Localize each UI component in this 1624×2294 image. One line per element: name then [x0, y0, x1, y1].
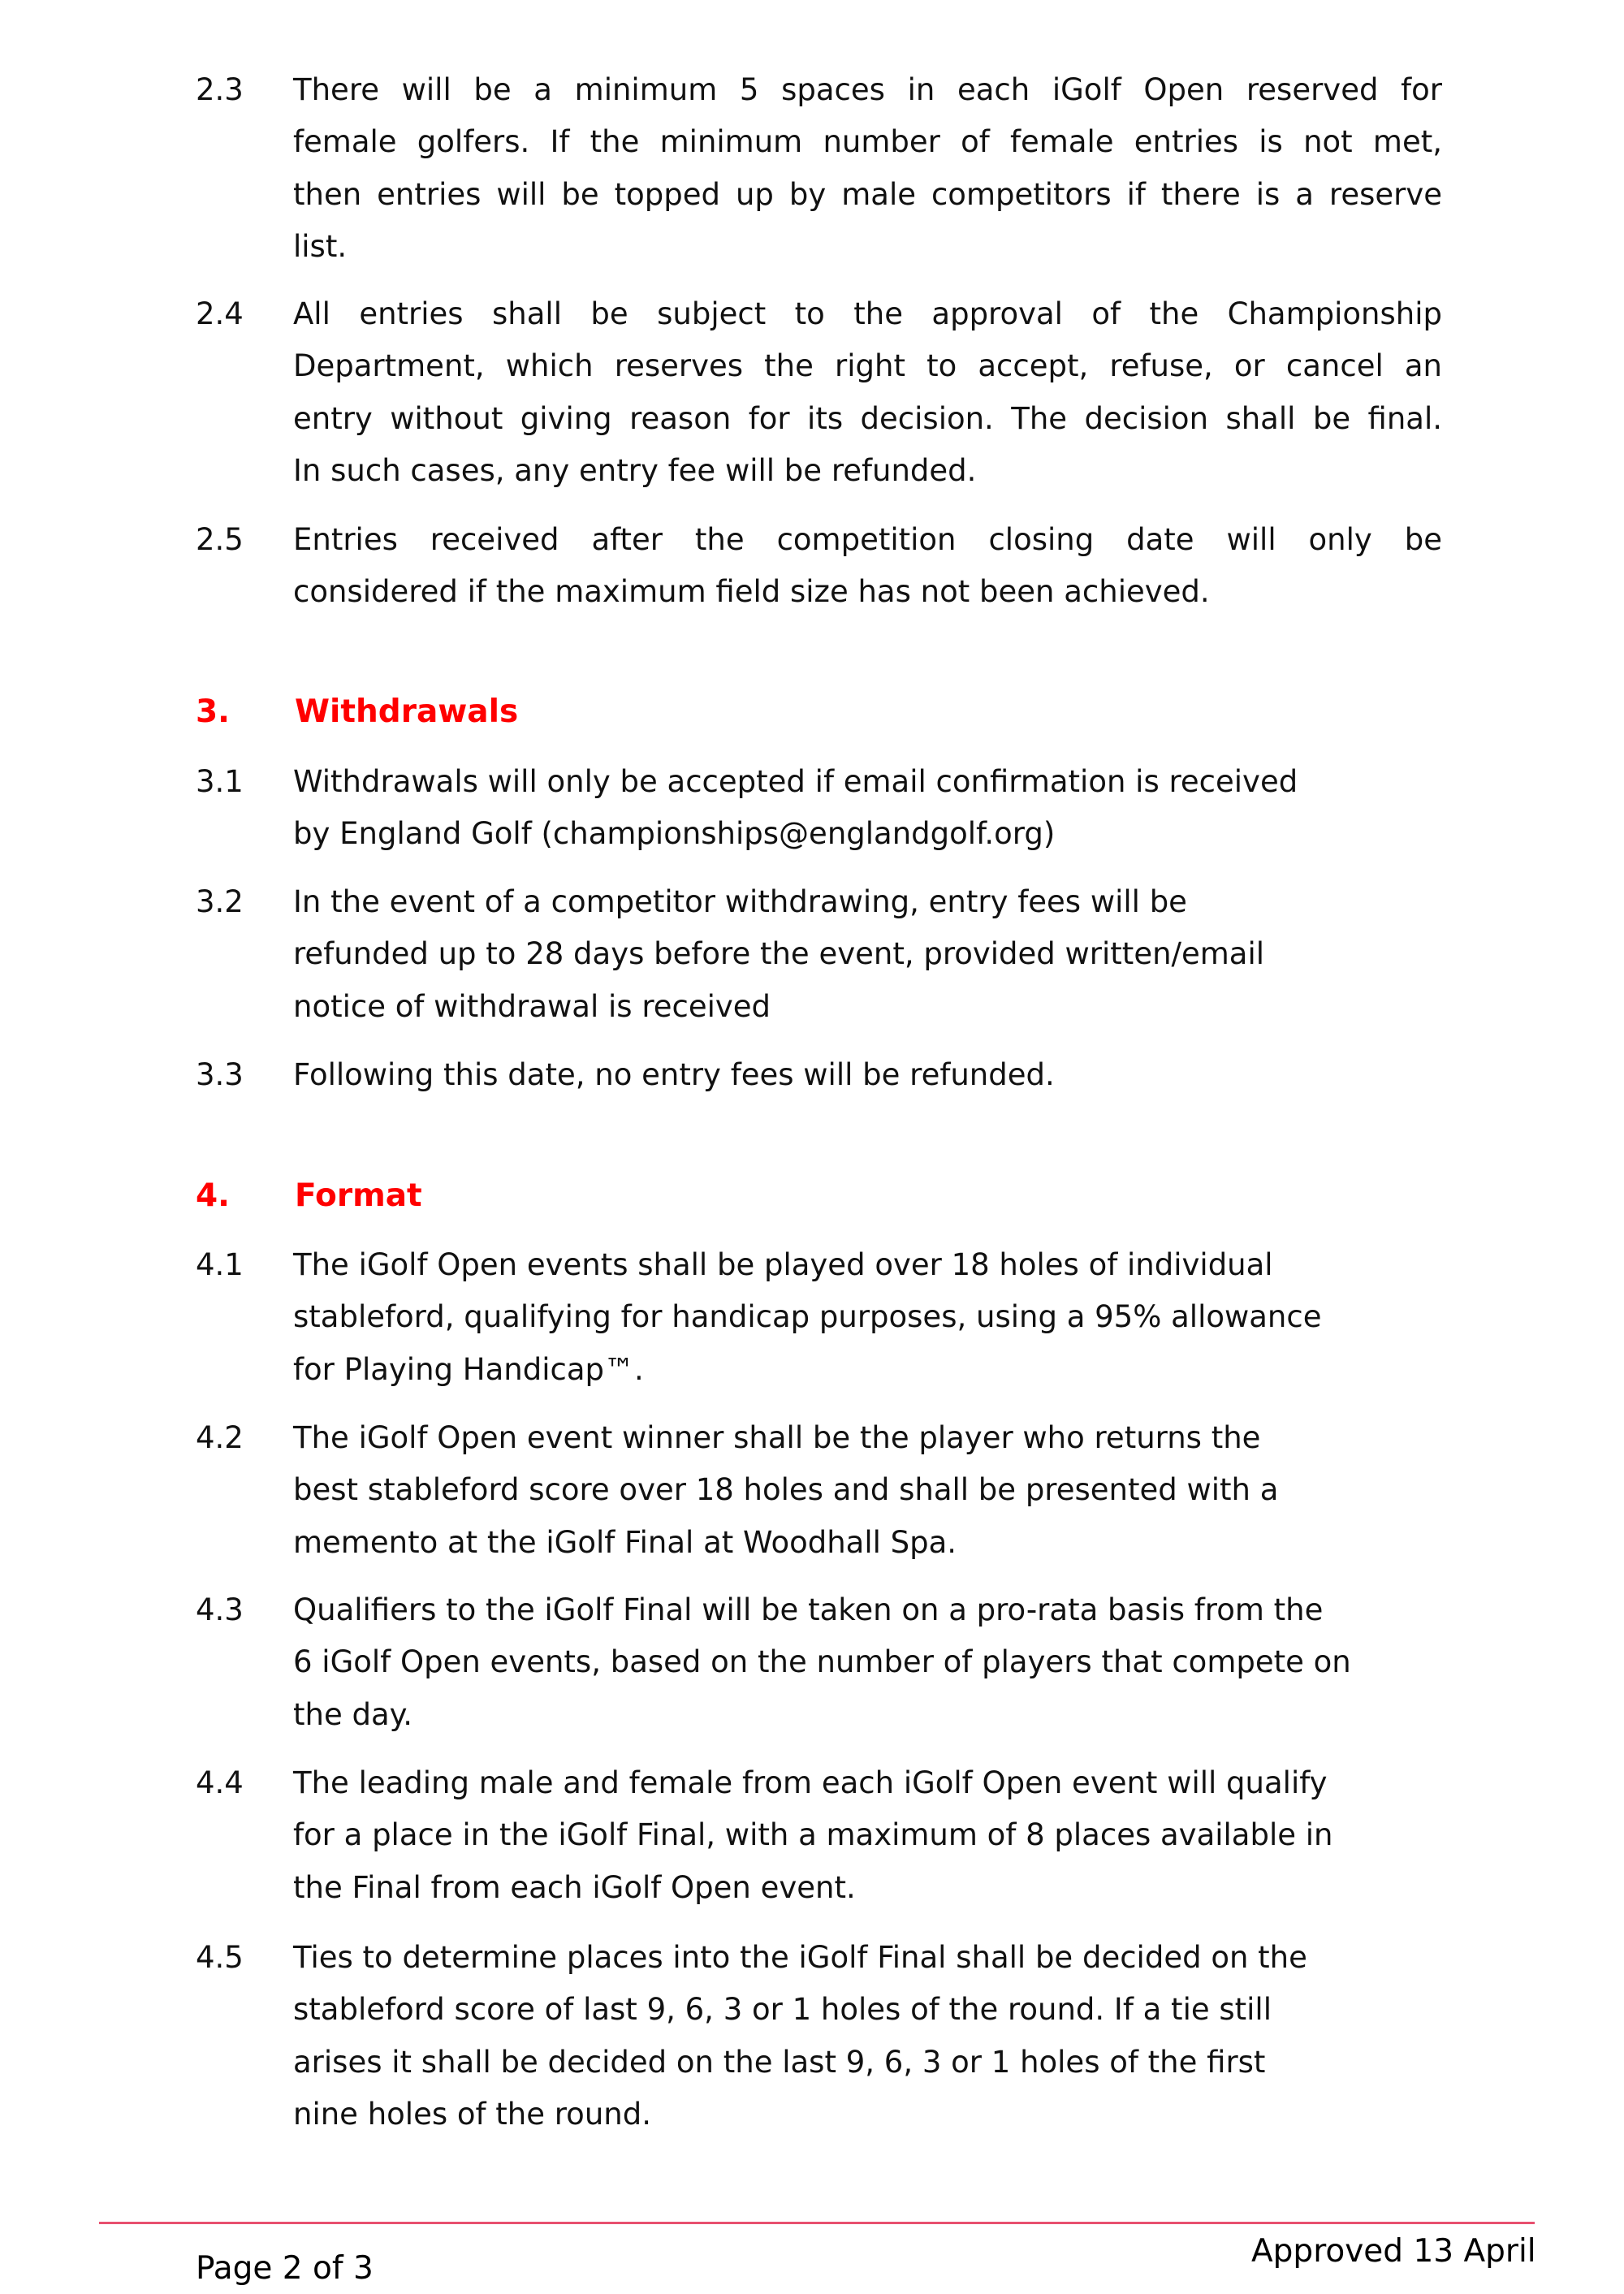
text-line: arises it shall be decided on the last 9, 6, 3 or 1 holes of the first [293, 2044, 1266, 2080]
approval-date: Approved 13 April [1251, 2233, 1536, 2270]
text-line: Withdrawals will only be accepted if email confirmation is received [293, 764, 1298, 799]
text-line: entry without giving reason for its decision. The decision shall be final. [293, 400, 1442, 436]
clause-text [293, 756, 1442, 861]
text-line: In such cases, any entry fee will be refunded. [293, 453, 977, 489]
text-line: for Playing Handicap™. [293, 1351, 644, 1387]
footer-divider [99, 2222, 1535, 2224]
page-number: Page 2 of 3 [196, 2250, 374, 2287]
clause-number: 4.4 [196, 1765, 244, 1800]
clause-text [293, 876, 1442, 1033]
section-heading: Format [295, 1177, 422, 1214]
clause-number: 2.4 [196, 296, 244, 331]
clause-text [293, 1932, 1442, 2141]
clause-number: 4.3 [196, 1592, 244, 1627]
text-line: best stableford score over 18 holes and shall be presented with a [293, 1472, 1279, 1508]
clause-number: 3.2 [196, 884, 244, 919]
text-line: for a place in the iGolf Final, with a maximum of 8 places available in [293, 1817, 1333, 1853]
clause-number: 4.5 [196, 1940, 244, 1975]
clause-number: 3.1 [196, 764, 244, 799]
clause-text [293, 1049, 1442, 1101]
text-line: Department, which reserves the right to accept, refuse, or cancel an [293, 348, 1442, 384]
text-line: stableford, qualifying for handicap purposes, using a 95% allowance [293, 1299, 1322, 1335]
text-line: female golfers. If the minimum number of female entries is not met, [293, 124, 1442, 160]
clause-text [293, 1412, 1442, 1569]
text-line: notice of withdrawal is received [293, 988, 771, 1024]
clause-number: 3.3 [196, 1057, 244, 1092]
clause-text [293, 64, 1442, 274]
text-line: memento at the iGolf Final at Woodhall Spa. [293, 1524, 957, 1560]
text-line: The leading male and female from each iGolf Open event will qualify [293, 1765, 1328, 1800]
text-line: the Final from each iGolf Open event. [293, 1869, 856, 1905]
clause-text [293, 1757, 1442, 1914]
clause-number: 4.2 [196, 1420, 244, 1455]
text-line: nine holes of the round. [293, 2097, 651, 2132]
section-heading: Withdrawals [295, 693, 519, 730]
clause-text [293, 1239, 1442, 1396]
section-number: 3. [196, 693, 230, 730]
text-line: Entries received after the competition closing date will only be [293, 522, 1442, 557]
text-line: then entries will be topped up by male competitors if there is a reserve [293, 176, 1442, 212]
text-line: stableford score of last 9, 6, 3 or 1 holes of the round. If a tie still [293, 1992, 1272, 2028]
text-line: In the event of a competitor withdrawing, entry fees will be [293, 884, 1187, 919]
text-line: Qualifiers to the iGolf Final will be taken on a pro-rata basis from the [293, 1592, 1324, 1627]
text-line: There will be a minimum 5 spaces in each iGolf Open reserved for [293, 72, 1442, 107]
text-line: 6 iGolf Open events, based on the number of players that compete on [293, 1644, 1351, 1680]
clause-number: 4.1 [196, 1247, 244, 1282]
clause-text [293, 1584, 1442, 1741]
text-line: by England Golf (championships@englandgolf.org) [293, 816, 1056, 852]
section-number: 4. [196, 1177, 230, 1214]
text-line: list. [293, 229, 348, 265]
text-line: All entries shall be subject to the approval of the Championship [293, 296, 1442, 331]
clause-number: 2.5 [196, 522, 244, 557]
text-line: the day. [293, 1696, 413, 1732]
clause-text [293, 288, 1442, 498]
text-line: The iGolf Open events shall be played over 18 holes of individual [293, 1247, 1273, 1282]
text-line: Ties to determine places into the iGolf Final shall be decided on the [293, 1940, 1307, 1975]
text-line: considered if the maximum field size has not been achieved. [293, 574, 1210, 610]
text-line: The iGolf Open event winner shall be the player who returns the [293, 1420, 1261, 1455]
clause-number: 2.3 [196, 72, 244, 107]
clause-text [293, 514, 1442, 619]
text-line: refunded up to 28 days before the event, provided written/email [293, 936, 1265, 972]
text-line: Following this date, no entry fees will be refunded. [293, 1057, 1055, 1092]
